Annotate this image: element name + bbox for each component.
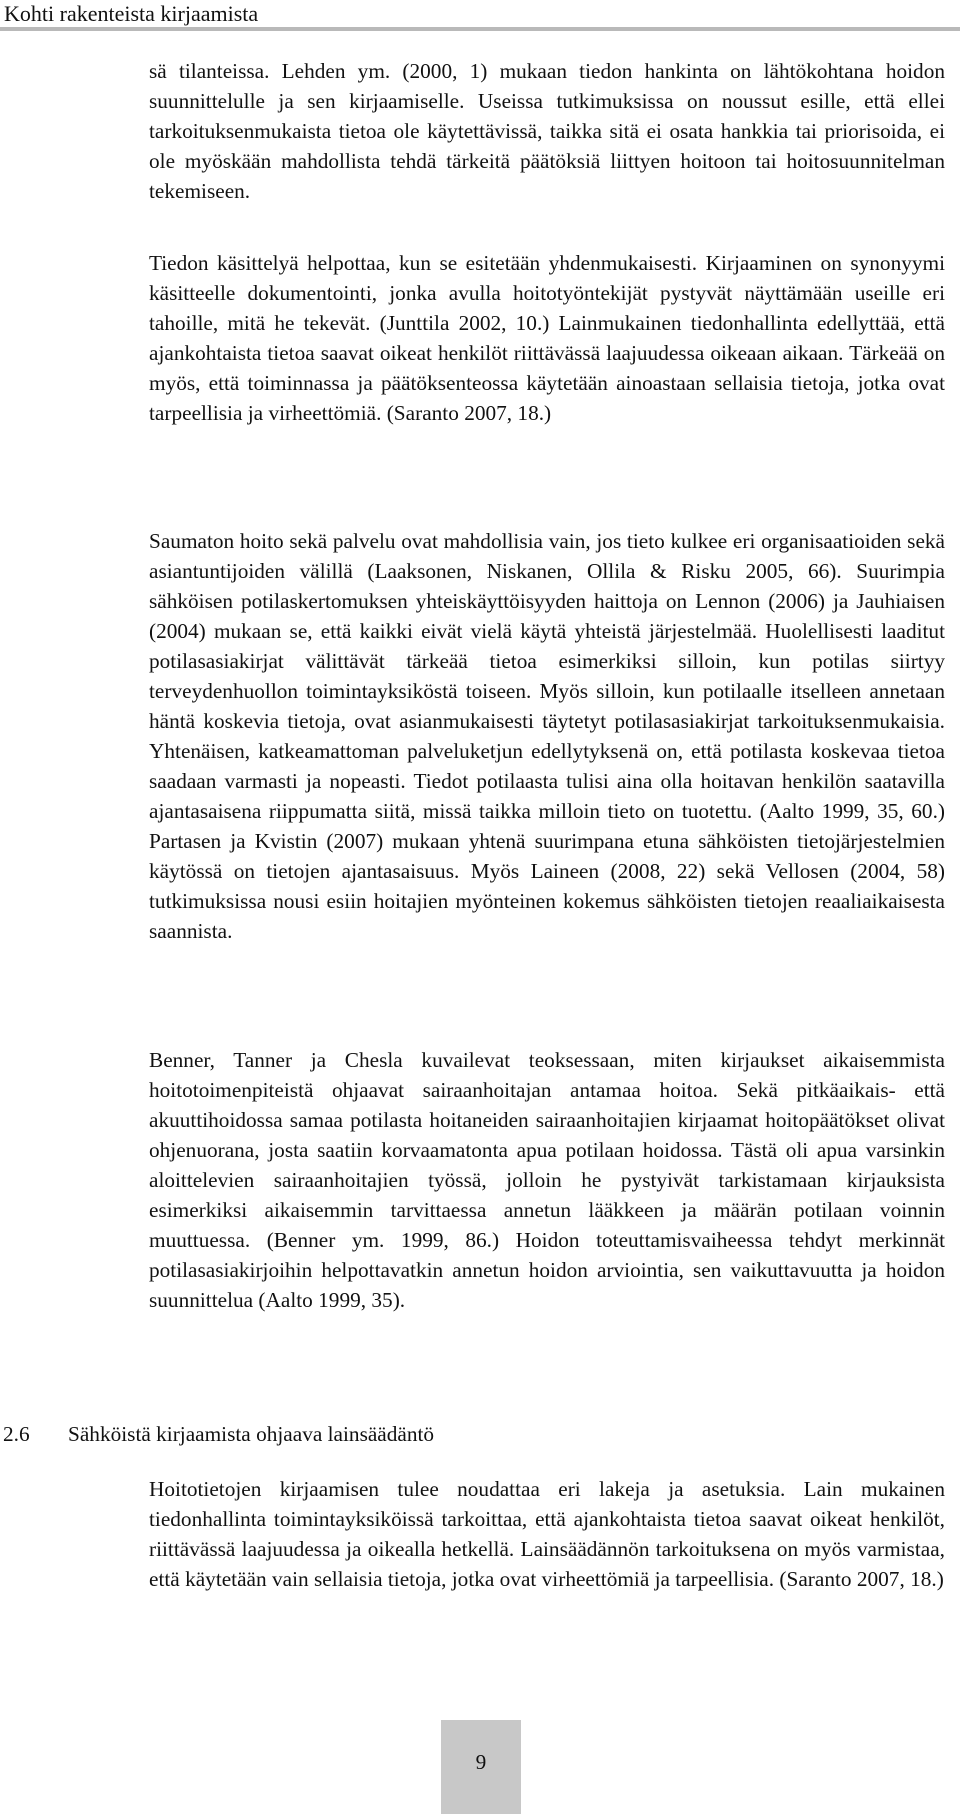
section-number: 2.6	[3, 1422, 30, 1446]
section-heading	[0, 1419, 960, 1449]
page-number: 9	[475, 1750, 487, 1774]
paragraph-benner-tanner-chesla: Benner, Tanner ja Chesla kuvailevat teoksessaan, miten kirjaukset aikaisemmista hoitotoimenpiteistä ohjaavat sairaanhoitajan antamaa hoitoa. Sekä pitkäaikais- että akuuttihoidossa samaa potilasta hoitaneiden sairaanhoitajien kirjaamat hoitopäätökset olivat ohjenuorana, josta saatiin korvaamatonta apua potilaan hoidossa. Tästä oli apua varsinkin aloittelevien sairaanhoitajien työssä, jolloin he pystyivät tarkistamaan kirjauksista esimerkiksi aikaisemmin tarvittaessa annetun lääkkeen ja määrän potilaan voinnin muuttuessa. (Benner ym. 1999, 86.) Hoidon toteuttamisvaiheessa tehdyt merkinnät potilasasiakirjoihin helpottavatkin annetun hoidon arviointia, sen vaikuttavuutta ja hoidon suunnittelua (Aalto 1999, 35).	[149, 1048, 945, 1312]
paragraph-information-acquisition: sä tilanteissa. Lehden ym. (2000, 1) mukaan tiedon hankinta on lähtökohtana hoidon suunnittelulle ja sen kirjaamiselle. Useissa tutkimuksissa on noussut esille, että ellei tarkoituksenmukaista tietoa ole käytettävissä, taikka sitä ei osata hankkia tai priorisoida, ei ole myöskään mahdollista tehdä tärkeitä päätöksiä liittyen hoitoon tai hoitosuunnitelman tekemiseen.	[149, 59, 945, 203]
paragraph-legislation: Hoitotietojen kirjaamisen tulee noudattaa eri lakeja ja asetuksia. Lain mukainen tiedonhallinta toimintayksiköissä tarkoittaa, että ajankohtaista tietoa saavat oikeat henkilöt, riittävässä laajuudessa ja oikealla hetkellä. Lainsäädännön tarkoituksena on myös varmistaa, että käytetään vain sellaisia tietoja, jotka ovat virheettömiä ja tarpeellisia. (Saranto 2007, 18.)	[149, 1477, 945, 1591]
section-title: Sähköistä kirjaamista ohjaava lainsäädäntö	[68, 1422, 435, 1446]
paragraph-information-processing: Tiedon käsittelyä helpottaa, kun se esitetään yhdenmukaisesti. Kirjaaminen on synonyymi käsitteelle dokumentointi, jonka avulla hoitotyöntekijät pystyvät näyttämään useille eri tahoille, mitä he tekevät. (Junttila 2002, 10.) Lainmukainen tiedonhallinta edellyttää, että ajankohtaista tietoa saavat oikeat henkilöt riittävässä laajuudessa oikeaan aikaan. Tärkeää on myös, että toiminnassa ja päätöksenteossa käytetään ainoastaan sellaisia tietoja, jotka ovat tarpeellisia ja virheettömiä. (Saranto 2007, 18.)	[149, 251, 945, 425]
page-number-box	[441, 1720, 521, 1814]
paragraph-seamless-care: Saumaton hoito sekä palvelu ovat mahdollisia vain, jos tieto kulkee eri organisaatioiden sekä asiantuntijoiden välillä (Laaksonen, Niskanen, Ollila & Risku 2005, 66). Suurimpia sähköisen potilaskertomuksen yhteiskäyttöisyyden haittoja on Lennon (2006) ja Jauhiaisen (2004) mukaan se, että kaikki eivät vielä käytä yhteistä järjestelmää. Huolellisesti laaditut potilasasiakirjat välittävät tärkeää tietoa esimerkiksi silloin, kun potilas siirtyy terveydenhuollon toimintayksiköstä toiseen. Myös silloin, kun potilaalle itselleen annetaan häntä koskevia tietoja, ovat asianmukaisesti täytetyt potilasasiakirjat tarkoituksenmukaisia. Yhtenäisen, katkeamattoman palveluketjun edellytyksenä on, että potilasta koskevaa tietoa saadaan varmasti ja nopeasti. Tiedot potilaasta tulisi aina olla hoitavan henkilön saatavilla ajantasaisena riippumatta siitä, missä taikka milloin tieto on tuotettu. (Aalto 1999, 35, 60.) Partasen ja Kvistin (2007) mukaan yhtenä suurimpana etuna sähköisten tietojärjestelmien käytössä on tietojen ajantasaisuus. Myös Laineen (2008, 22) sekä Vellosen (2004, 58) tutkimuksissa nousi esiin hoitajien myönteinen kokemus sähköisten tietojen reaaliaikaisesta saannista.	[149, 529, 945, 943]
document-title: Kohti rakenteista kirjaamista	[4, 1, 259, 26]
running-header	[0, 0, 960, 31]
